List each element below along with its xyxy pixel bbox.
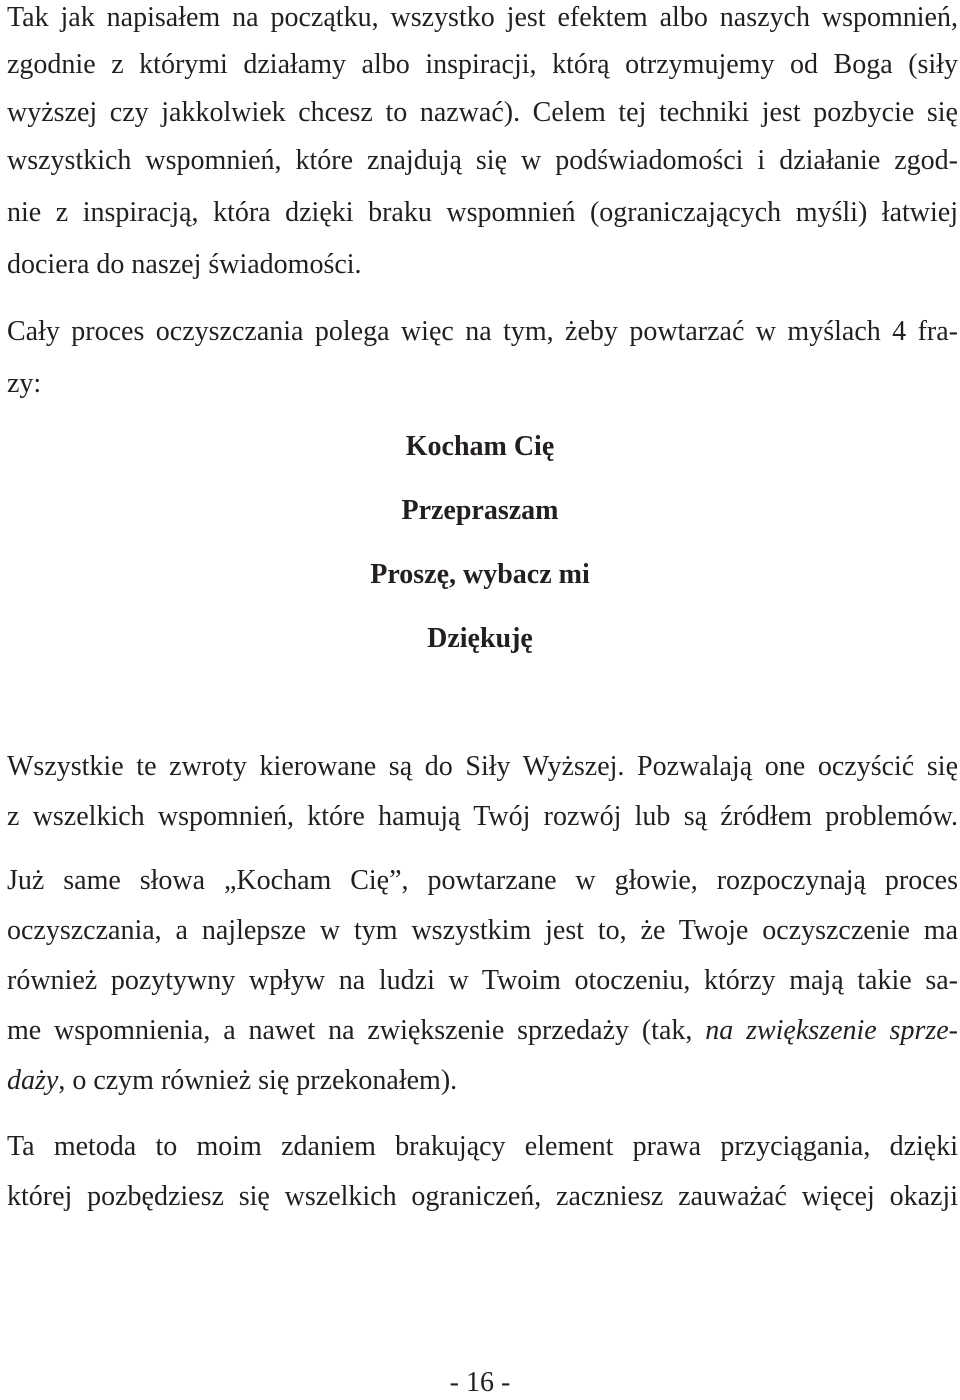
text-line: Już same słowa „Kocham Cię”, powtarzane w głowie, rozpoczynają proces <box>7 865 958 896</box>
text-line: wszystkich wspomnień, które znajdują się w podświadomości i działanie zgod- <box>7 145 958 176</box>
phrase-line: Dziękuję <box>427 623 533 654</box>
text-line: Ta metoda to moim zdaniem brakujący element prawa przyciągania, dzięki <box>7 1131 958 1162</box>
text-line: Wszystkie te zwroty kierowane są do Siły Wyższej. Pozwalają one oczyścić się <box>7 751 958 782</box>
text-line: wyższej czy jakkolwiek chcesz to nazwać). Celem tej techniki jest pozbycie się <box>7 97 958 128</box>
text-line: oczyszczania, a najlepsze w tym wszystkim jest to, że Twoje oczyszczenie ma <box>7 915 958 946</box>
text-line: nie z inspiracją, która dzięki braku wspomnień (ograniczających myśli) łatwiej <box>7 197 958 228</box>
text-line: zgodnie z którymi działamy albo inspiracji, którą otrzymujemy od Boga (siły <box>7 49 958 80</box>
text-line: dociera do naszej świadomości. <box>7 249 362 280</box>
text-line: z wszelkich wspomnień, które hamują Twój rozwój lub są źródłem problemów. <box>7 801 958 832</box>
phrase-line: Proszę, wybacz mi <box>370 559 590 590</box>
phrase-line: Przepraszam <box>401 495 559 526</box>
italic-text-segment: na zwiększenie sprze- <box>705 1015 958 1046</box>
page-number: - 16 - <box>449 1367 511 1398</box>
text-line <box>7 1014 958 1048</box>
text-line <box>7 1064 958 1098</box>
text-line: Tak jak napisałem na początku, wszystko jest efektem albo naszych wspomnień, <box>7 2 958 33</box>
text-line: której pozbędziesz się wszelkich ograniczeń, zaczniesz zauważać więcej okazji <box>7 1181 958 1212</box>
text-line: również pozytywny wpływ na ludzi w Twoim otoczeniu, którzy mają takie sa- <box>7 965 958 996</box>
text-line: zy: <box>7 368 42 399</box>
text-segment: me wspomnienia, a nawet na zwiększenie sprzedaży (tak, <box>7 1015 706 1046</box>
text-segment: , o czym również się przekonałem). <box>58 1065 458 1096</box>
italic-text-segment: daży <box>7 1065 59 1096</box>
phrase-line: Kocham Cię <box>405 431 555 462</box>
text-line: Cały proces oczyszczania polega więc na tym, żeby powtarzać w myślach 4 fra- <box>7 316 958 347</box>
